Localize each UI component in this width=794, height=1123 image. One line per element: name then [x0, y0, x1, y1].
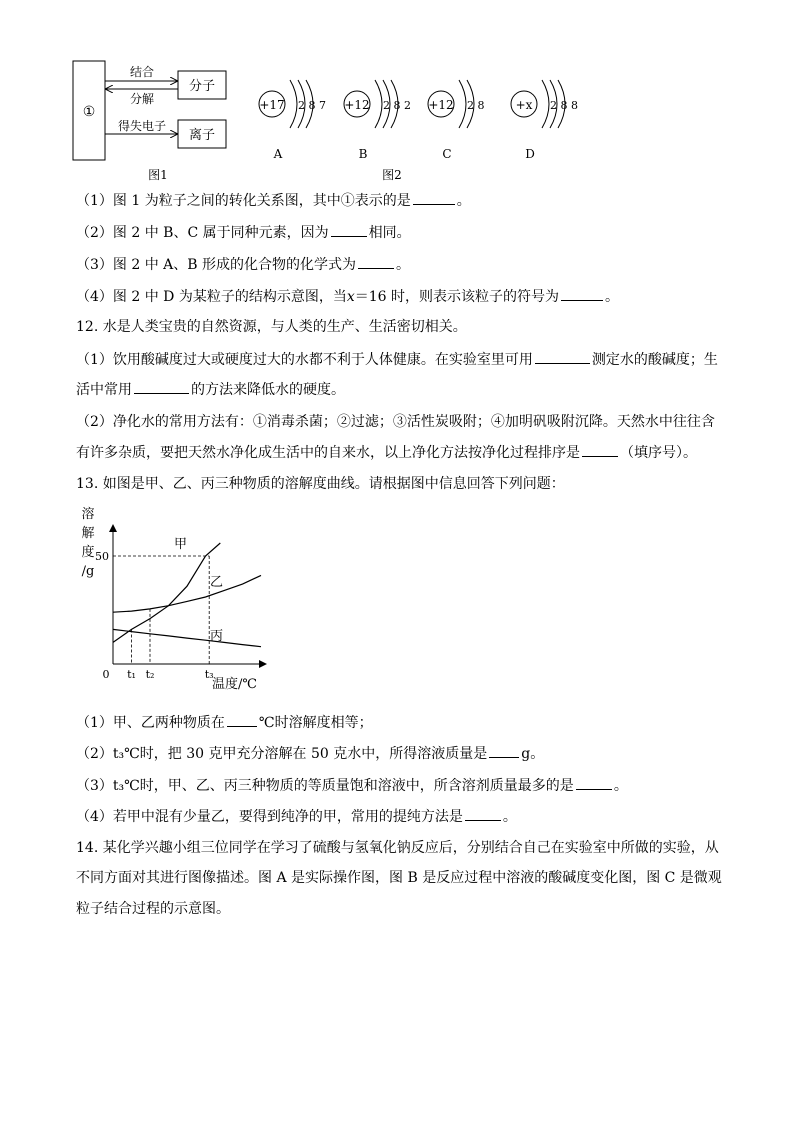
atom-diagram-a	[259, 80, 326, 161]
atom-letter-label: C	[442, 147, 452, 161]
electron-shell-arc	[542, 80, 549, 128]
electron-label: 得失电子	[117, 119, 167, 133]
x-tick-label: t₂	[145, 668, 155, 681]
answer-blank[interactable]	[465, 806, 501, 821]
atom-letter-label: A	[273, 147, 283, 161]
electron-shell-arc	[459, 80, 466, 128]
answer-blank[interactable]	[227, 712, 257, 727]
q12-part2-line2: 有许多杂质，要把天然水净化成生活中的自来水，以上净化方法按净化过程排序是 （填序号）。	[76, 442, 697, 463]
nucleus-label: +12	[428, 98, 454, 112]
answer-blank[interactable]	[358, 254, 394, 269]
q14-line3: 粒子结合过程的示意图。	[76, 901, 230, 917]
combine-label: 结合	[129, 65, 155, 79]
q14-line1: 14. 某化学兴趣小组三位同学在学习了硫酸与氢氧化钠反应后，分别结合自己在实验室中所做的实验，从	[76, 840, 719, 856]
nucleus-label: +17	[259, 98, 285, 112]
answer-blank[interactable]	[331, 222, 367, 237]
answer-blank[interactable]	[535, 349, 590, 364]
nucleus-label: +12	[344, 98, 370, 112]
ion-label: 离子	[188, 128, 216, 143]
atom-diagram-b	[344, 80, 411, 161]
atom-box-label: ①	[82, 104, 96, 120]
series-line-乙	[113, 575, 261, 612]
series-label-丙: 丙	[210, 629, 224, 644]
nucleus-label: +x	[515, 98, 533, 112]
y-tick-label: 50	[95, 550, 109, 563]
y-axis-label: 解	[81, 526, 95, 541]
answer-blank[interactable]	[576, 775, 612, 790]
q13-part3: （3）t₃℃时，甲、乙、丙三种物质的等质量饱和溶液中，所含溶剂质量最多的是 。	[76, 775, 628, 796]
shell-electrons-label: 2 8 8	[550, 99, 578, 112]
q11-part3: （3）图 2 中 A、B 形成的化合物的化学式为 。	[76, 254, 410, 275]
q11-part2: （2）图 2 中 B、C 属于同种元素，因为 相同。	[76, 222, 411, 243]
series-line-甲	[113, 543, 220, 642]
answer-blank[interactable]	[413, 190, 455, 205]
electron-shell-arc	[290, 80, 297, 128]
shell-electrons-label: 2 8	[467, 99, 485, 112]
origin-label: 0	[102, 668, 110, 681]
answer-blank[interactable]	[582, 442, 618, 457]
answer-blank[interactable]	[134, 379, 189, 394]
y-axis-label: 度	[81, 545, 95, 560]
atom-diagram-d	[511, 80, 578, 161]
q13-part2: （2）t₃℃时，把 30 克甲充分溶解在 50 克水中，所得溶液质量是 g。	[76, 743, 544, 764]
q13-part4: （4）若甲中混有少量乙，要得到纯净的甲，常用的提纯方法是 。	[76, 806, 517, 827]
q12-stem: 12. 水是人类宝贵的自然资源，与人类的生产、生活密切相关。	[76, 319, 467, 335]
atom-letter-label: D	[525, 147, 535, 161]
figure-2	[250, 64, 578, 186]
x-tick-label: t₃	[204, 668, 214, 681]
electron-shell-arc	[375, 80, 382, 128]
q12-part1-line1: （1）饮用酸碱度过大或硬度过大的水都不利于人体健康。在实验室里可用 测定水的酸碱度；生	[76, 349, 718, 370]
q13-stem: 13. 如图是甲、乙、丙三种物质的溶解度曲线。请根据图中信息回答下列问题：	[76, 476, 565, 492]
q14-line2: 不同方面对其进行图像描述。图 A 是实际操作图，图 B 是反应过程中溶液的酸碱度变化图，图 C 是微观	[76, 870, 722, 886]
series-label-乙: 乙	[210, 575, 224, 590]
q12-part2-line1: （2）净化水的常用方法有：①消毒杀菌；②过滤；③活性炭吸附；④加明矾吸附沉降。天然水中往往含	[76, 414, 715, 430]
atom-letter-label: B	[358, 147, 368, 161]
solubility-chart	[76, 500, 276, 700]
answer-blank[interactable]	[561, 286, 603, 301]
series-label-甲: 甲	[174, 537, 188, 552]
y-axis-label: /g	[81, 564, 95, 579]
x-tick-label: t₁	[127, 668, 136, 681]
x-axis-label: 温度/℃	[212, 677, 257, 692]
y-axis-label: 溶	[81, 507, 95, 522]
figure-1	[60, 52, 260, 184]
decompose-label: 分解	[129, 92, 155, 106]
answer-blank[interactable]	[489, 743, 519, 758]
shell-electrons-label: 2 8 2	[383, 99, 411, 112]
q11-part4: （4）图 2 中 D 为某粒子的结构示意图，当x＝16 时，则表示该粒子的符号为 。	[76, 286, 619, 307]
figure-2-caption: 图2	[382, 168, 402, 182]
molecule-label: 分子	[188, 79, 216, 94]
q13-part1: （1）甲、乙两种物质在 ℃时溶解度相等；	[76, 712, 373, 733]
q11-part1: （1）图 1 为粒子之间的转化关系图，其中①表示的是 。	[76, 190, 471, 211]
figure-1-caption: 图1	[148, 168, 168, 182]
q12-part1-line2: 活中常用 的方法来降低水的硬度。	[76, 379, 345, 400]
atom-diagram-c	[428, 80, 485, 161]
series-line-丙	[113, 629, 261, 646]
shell-electrons-label: 2 8 7	[298, 99, 326, 112]
